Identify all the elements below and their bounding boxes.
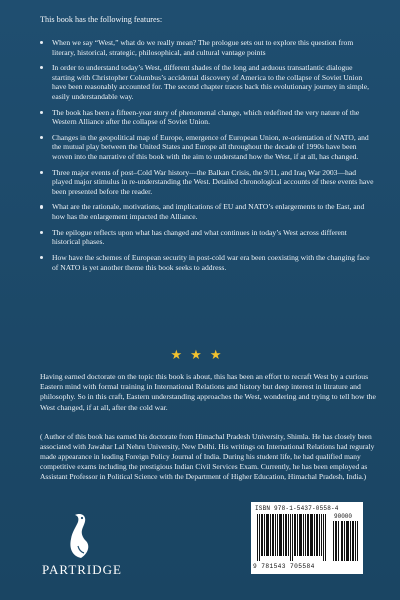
list-item <box>40 133 376 162</box>
feature-text: The book has been a fifteen-year story of phenomenal change, which redefined the very nature of the Western Alliance after the collapse of Soviet Union. <box>52 107 360 127</box>
star-divider-icon: ★★★ <box>170 348 230 363</box>
barcode-bars-main <box>257 514 327 561</box>
bullet-icon <box>40 66 43 69</box>
intro-text: This book has the following features: <box>40 15 163 24</box>
bullet-icon <box>40 41 43 44</box>
feature-text: How have the schemes of European security in post-cold war era been coexisting with the changing face of NATO is yet another theme this book seeks to address. <box>52 253 370 272</box>
partridge-bird-icon <box>66 512 96 560</box>
bullet-icon <box>40 256 43 259</box>
bullet-icon <box>40 171 43 174</box>
feature-text: What are the rationale, motivations, and implications of EU and NATO’s enlargements to the East, and how has the enlargement impacted the Alliance. <box>52 202 365 221</box>
isbn-number: ISBN 978-1-5437-0558-4 <box>255 505 339 512</box>
feature-text: Changes in the geopolitical map of Europe, emergence of European Union, re-orientation of NATO, and the mutual play between the United States and Europe all throughout the decade of 1990s have been woven into the narrative of this book with the aim to understand how the West, if at all, has changed. <box>52 132 369 161</box>
feature-text: When we say “West,” what do we really mean? The prologue sets out to explore this question from literary, historical, strategic, philosophical, and cultural vantage points <box>52 38 354 57</box>
list-item <box>40 168 376 197</box>
ean-digits: 9 781543 705584 <box>253 563 315 570</box>
price-code: 90000 <box>334 513 353 520</box>
bullet-icon <box>40 136 43 139</box>
bullet-icon <box>40 111 43 114</box>
isbn-barcode <box>251 502 363 574</box>
list-item <box>40 253 376 272</box>
summary-paragraph: Having earned doctorate on the topic this book is about, this has been an effort to recraft West by a curious Eastern mind with formal training in International Relations and history but deep interest in litrature and philosophy. So in this craft, Eastern understanding approaches the West, wondering and trying to tell how the West changed, if at all, after the cold war. <box>40 372 376 412</box>
list-item <box>40 38 376 57</box>
feature-text: In order to understand today’s West, different shades of the long and arduous transatlantic dialogue starting with Christopher Columbus’s accidental discovery of America to the collapse of Soviet Union have been reasonably accounted for. The second chapter traces back this evolutionary journey in simple, easily understandable way. <box>52 63 369 101</box>
list-item <box>40 63 376 101</box>
publisher-logo <box>42 512 120 578</box>
bullet-icon <box>40 231 43 234</box>
author-bio: ( Author of this book has earned his doctorate from Himachal Pradesh University, Shimla. He has closely been associated with Jawahar Lal Nehru University, New Delhi. His writings on International Relations had reguraly made appearance in leading Foreign Policy Journal of India. During his student life, he had qualified many competitive exams including the prestigious Indian Civil Services Exam. Currently, he has been employed as Assistant Professor in Political Science with the Department of Higher Education, Himachal Pradesh, India.) <box>40 432 375 481</box>
bullet-icon <box>40 205 43 208</box>
list-item <box>40 108 376 127</box>
feature-list <box>40 38 376 278</box>
barcode-bars-addon <box>333 521 358 561</box>
publisher-name: PARTRIDGE <box>42 562 122 577</box>
list-item <box>40 228 376 247</box>
list-item <box>40 202 376 221</box>
feature-text: The epilogue reflects upon what has changed and what continues in today’s West across different historical phases. <box>52 227 347 247</box>
feature-text: Three major events of post–Cold War history—the Balkan Crisis, the 9/11, and Iraq War 2003—had played major stimulus in re-understanding the West. Detailed chronological accounts of these events have been presented before the reader. <box>52 167 374 196</box>
